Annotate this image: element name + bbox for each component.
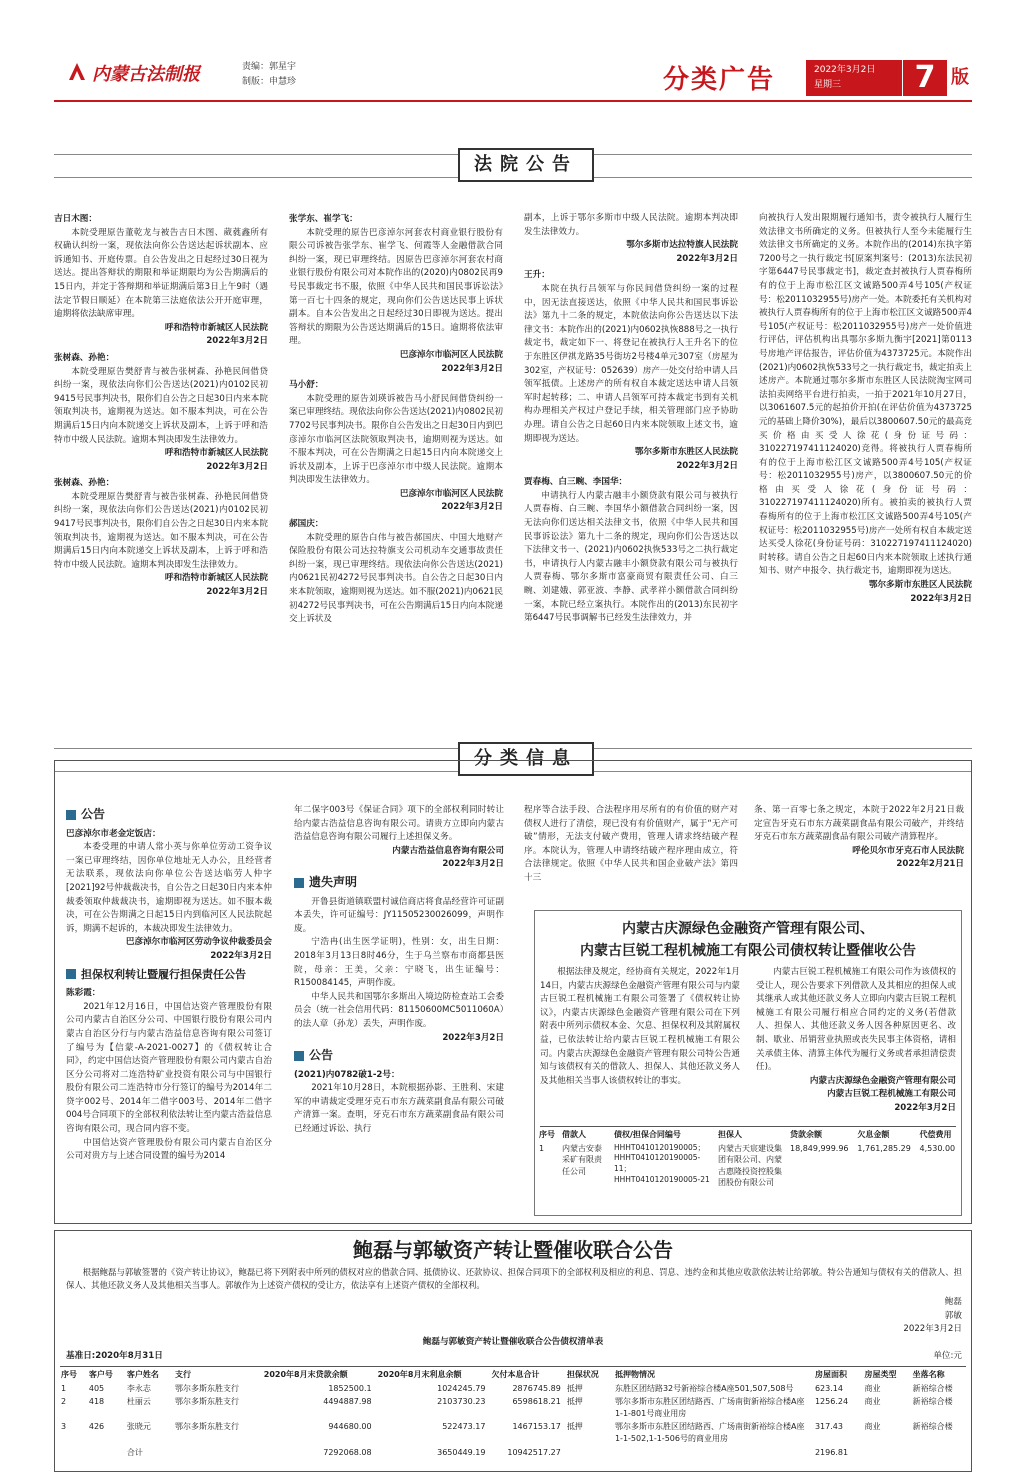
joint-notice-intro xyxy=(66,1266,962,1296)
signature-date: 2022年3月2日 xyxy=(903,1324,962,1335)
notice-body: 中华人民共和国鄂尔多斯出入境边防检查站工会委员会（统一社会信用代码：81150600MC5011060A）的法人章（孙龙）丢失，声明作废。 xyxy=(294,991,504,1029)
notice-date: 2022年3月2日 xyxy=(206,336,268,347)
notice-court: 鄂尔多斯市东胜区人民法院 xyxy=(634,447,738,458)
section-heading-text: 公告 xyxy=(81,807,106,821)
total-cell: 3650449.19 xyxy=(437,1447,486,1457)
notice-body: 2021年12月16日，中国信达资产管理股份有限公司内蒙古自治区分公司、中国银行股份有限公司内蒙古自治区分行与内蒙古浩益信息咨询有限公司签订了编号为【信蒙-A-2021-0027】的《债权转让合同》，约定中国信达资产管理股份有限公司内蒙古自治区分公司将对二连浩特矿业投资有限公司与中国银行股份有限公司二连浩特市分行签订的编号为2014年二贷字002号、2014年二借字003号、2014年二借字004号合同项下的全部权利依法转让至内蒙古浩益信息咨询有限公司，现合同内容不变。 xyxy=(66,1001,272,1135)
notice-body: 本委受理的申请人常小英与你单位劳动工资争议一案已审理终结，因你单位地址无人办公，且经营者无法联系，现依法向你单位公告送达临劳人仲字[2021]92号仲裁裁决书，自公告之日起30日内来本仲裁委领取仲裁裁决书，逾期即视为送达。如不服本裁决，可在公告期满之日起15日内到临河区人民法院起诉，期满不起诉的，本裁决即发生法律效力。 xyxy=(66,842,272,934)
notice-court: 呼伦贝尔市牙克石市人民法院 xyxy=(852,845,964,856)
notice-body: 宁浩冉(出生医学证明)，性别：女，出生日期：2018年3月13日8时46分，生于乌兰察布市商都县医院，母亲：王美，父亲：宁晓飞，出生证编号：R150084145，声明作废。 xyxy=(294,937,504,989)
table-cell: 李永志 xyxy=(126,1383,151,1393)
table-total-row xyxy=(58,1446,968,1460)
table-header: 序号 xyxy=(539,1130,555,1139)
transfer-table-rule xyxy=(540,1126,956,1127)
editor-name: 责编：郭星宇 xyxy=(242,62,297,72)
table-cell: 1 xyxy=(539,1143,545,1153)
table-cell: 鄂尔多斯市东胜区团结路西、广场南街新裕综合楼A座1-1-801号商业用房 xyxy=(614,1397,805,1418)
classified-info-banner: 分类信息 xyxy=(458,742,594,776)
notice-org: 巴彦淖尔市临河区劳动争议仲裁委员会 xyxy=(125,937,272,948)
table-cell: 张晓元 xyxy=(126,1422,151,1432)
transfer-title-line2: 内蒙古巨锐工程机械施工有限公司债权转让暨催收公告 xyxy=(580,943,916,959)
table-header: 客户姓名 xyxy=(126,1370,159,1379)
notice-body: 本院受理原告樊舒青与被告张树森、孙艳民间借贷纠纷一案，现依法向你们公告送达(2021)内0102民初9417号民事判决书，限你们自公告之日起30日内来本院领取判决书，逾期视为送达。如不服本判决，可在公告期满后15日内向本院递交上诉状及副本，上诉于呼和浩特市中级人民法院。逾期本判决即发生法律效力。 xyxy=(54,491,268,570)
section-heading-text: 公告 xyxy=(309,1048,334,1063)
transfer-right-text xyxy=(756,966,956,1124)
table-header: 支行 xyxy=(175,1370,192,1379)
table-cell: 4494887.98 xyxy=(323,1397,372,1407)
total-label: 合计 xyxy=(126,1447,143,1457)
notice-date: 2022年2月21日 xyxy=(896,859,964,870)
table-header: 客户号 xyxy=(88,1370,113,1379)
table-cell: 2 xyxy=(61,1397,67,1407)
table-cell: 1 xyxy=(61,1383,67,1393)
square-bullet-icon xyxy=(66,969,76,979)
transfer-body: 内蒙古巨锐工程机械施工有限公司作为该债权的受让人，现公告要求下列借款人及其相应的担保人或其继承人或其他还款义务人立即向内蒙古巨锐工程机械施工有限公司履行相应合同约定的义务(若借款人、担保人、其他还款义务人因各种原因更名、改制、歇业、吊销营业执照或丧失民事主体资格，请相关承债主体、清算主体代为履行义务或者承担清偿责任)。 xyxy=(756,967,956,1073)
table-cell: 抵押 xyxy=(566,1422,583,1432)
table-cell: 2103730.23 xyxy=(437,1397,486,1407)
table-cell: 405 xyxy=(88,1383,105,1393)
table-cell: 18,849,999.96 xyxy=(789,1143,849,1153)
producer-name: 制版：申慧珍 xyxy=(242,77,297,87)
square-bullet-icon xyxy=(66,810,76,820)
notice-body: 向被执行人发出限期履行通知书，责令被执行人履行生效法律文书所确定的义务。但被执行人至今未能履行生效法律文书所确定的义务。本院作出的(2014)东执字第7200号之一执行裁定书[原案判案号：(2013)东法民初字第6447号民事裁定书]，裁定查封被执行人贾春梅所有的位于上海市松江区文诚路500弄4号105(产权证号：松2011032955号)房产一处。本院委托有关机构对被执行人贾春梅所有的位于上海市松江区文诚路500弄4号105(产权证号：松2011032955号)房产一处价值进行评估，评估机构出具鄂尔多斯九衡宇[2021]第0113号房地产评估报告，评估价值为4373725元。本院作出(2021)内0602执恢533号之一执行裁定书，裁定拍卖上述房产。本院通过鄂尔多斯市东胜区人民法院淘宝网司法拍卖网络平台进行拍卖，一拍于2021年10月27日，以3061607.5元的起拍价开拍(在评估价值为4373725元的基础上降价30%)，最后以3800607.50元的最高竞买价格由买受人徐花(身份证号码：310227197411124020)竞得。将被执行人贾春梅所有的位于上海市松江区文诚路500弄4号105(产权证号：松2011032955号)房产，以3800607.50元的价格由买受人徐花(身份证号码：310227197411124020)所有。被拍卖的被执行人贾春梅所有的位于上海市松江区文诚路500弄4号105(产权证号：松2011032955号)房产一处所有权自本裁定送达买受人徐花(身份证号码：310227197411124020)时转移。请自公告之日起60日内来本院领取上述执行通知书、财产申报令、执行裁定书，逾期即视为送达。 xyxy=(759,213,972,577)
table-cell: 新裕综合楼 xyxy=(912,1397,953,1407)
notice xyxy=(289,518,503,627)
notice-body: 中国信达资产管理股份有限公司内蒙古自治区分公司对贵方与上述合同设置的编号为2014 xyxy=(66,1137,272,1162)
table-header: 借款人 xyxy=(561,1130,586,1139)
table-cell: 杜丽云 xyxy=(126,1397,151,1407)
notice-body: 申请执行人内蒙古融丰小额贷款有限公司与被执行人贾春梅、白三畹、李国华小额借款合同纠纷一案，因无法向你们送达相关法律文书，依照《中华人民共和国民事诉讼法》第九十二条的规定，现向你们公告送达以下法律文书一、(2021)内0602执恢533号之二执行裁定书，申请执行人内蒙古融丰小额贷款有限公司与被执行人贾春梅、鄂尔多斯市富豪商贸有限责任公司、白三畹、刘建娥、郭亚波、李静、武孝祥小额借款合同纠纷一案，本院已经立案执行。本院作出的(2013)东民初字第6447号民事调解书已经发生法律效力，并 xyxy=(524,490,738,624)
transfer-left-text xyxy=(540,966,740,1124)
notice-addressee: 陈彩霞： xyxy=(66,988,101,999)
transfer-org-1: 内蒙古庆源绿色金融资产管理有限公司 xyxy=(809,1075,956,1086)
table-cell: 1467153.17 xyxy=(512,1422,561,1432)
notice-date: 2022年3月2日 xyxy=(206,461,268,472)
table-cell: 商业 xyxy=(864,1397,881,1407)
table-cell: 鄂尔多斯东胜支行 xyxy=(175,1397,240,1407)
page-number: 7 xyxy=(903,60,947,96)
court-column-1 xyxy=(54,212,268,712)
newspaper-logo-icon xyxy=(66,60,88,84)
info-column-3 xyxy=(524,804,738,888)
header-rule xyxy=(54,100,972,102)
section-heading-text: 担保权利转让暨履行担保责任公告 xyxy=(81,967,246,981)
table-cell: 鄂尔多斯东胜支行 xyxy=(175,1383,240,1393)
notice-addressee: 巴彦淖尔市老金定饭店： xyxy=(66,828,161,839)
transfer-table xyxy=(536,1128,960,1190)
table-header: 2020年8月末利息余额 xyxy=(377,1370,462,1379)
notice-body: 本院受理的原告白伟与被告郝国庆、中国大地财产保险股份有限公司达拉特旗支公司机动车交通事故责任纠纷一案，现已审理终结。现依法向你公告送达(2021)内0621民初4272号民事判决书。自公告之日起30日内来本院领取，逾期则视为送达。如不服(2021)内0621民初4272号民事判决书，可在公告期满后15日内向本院递交上诉状及 xyxy=(289,532,503,625)
table-header: 序号 xyxy=(61,1370,77,1379)
table-cell: 新裕综合楼 xyxy=(912,1422,953,1432)
notice-body: 本院受理的原告刘瑛诉被告马小舒民间借贷纠纷一案已审理终结。现依法向你公告送达(2021)内0802民初7702号民事判决书。限你自公告发出之日起30日内到巴彦淖尔市临河区法院领取判决书，逾期则视为送达。如不服本判决，可在公告期满之日起15日内向本院递交上诉状及副本，上诉于巴彦淖尔市中级人民法院。逾期本判决即发生法律效力。 xyxy=(289,393,503,486)
notice-court: 呼和浩特市新城区人民法院 xyxy=(164,322,268,333)
notice xyxy=(759,212,972,606)
date-text: 2022年3月2日 xyxy=(814,65,876,75)
table-cell: 新裕综合楼 xyxy=(912,1383,953,1393)
base-date: 基准日:2020年8月31日 xyxy=(66,1351,163,1361)
claims-table-title: 鲍磊与郭敏资产转让暨催收联合公告债权清单表 xyxy=(422,1337,604,1347)
signatory-2: 郭敏 xyxy=(944,1310,962,1321)
notice-org: 内蒙古浩益信息咨询有限公司 xyxy=(392,845,504,856)
masthead xyxy=(0,0,1024,112)
transfer-title-line1: 内蒙古庆源绿色金融资产管理有限公司、 xyxy=(622,921,874,937)
table-header: 代偿费用 xyxy=(919,1130,952,1139)
table-cell: 317.43 xyxy=(814,1422,843,1432)
newspaper-logo: 内蒙古法制报 xyxy=(92,64,200,85)
table-cell: 1256.24 xyxy=(814,1397,849,1407)
notice xyxy=(54,477,268,599)
court-notices-banner: 法院公告 xyxy=(458,148,594,182)
section-title: 分类广告 xyxy=(663,65,776,95)
square-bullet-icon xyxy=(294,878,304,888)
notice-date: 2022年3月2日 xyxy=(206,587,268,598)
table-row xyxy=(58,1382,968,1396)
notice xyxy=(289,379,503,515)
notice xyxy=(54,352,268,474)
square-bullet-icon xyxy=(294,1051,304,1061)
notice-body: 年二保字003号《保证合同》项下的全部权利同时转让给内蒙古浩益信息咨询有限公司。请贵方立即向内蒙古浩益信息咨询有限公司履行上述担保义务。 xyxy=(294,805,504,843)
notice-addressee: (2021)内0782破1-2号： xyxy=(294,1069,400,1080)
notice-date: 2022年3月2日 xyxy=(441,502,503,513)
table-header: 房屋类型 xyxy=(864,1370,897,1379)
weekday-text: 星期三 xyxy=(814,80,842,90)
notice-court: 呼和浩特市新城区人民法院 xyxy=(164,448,268,459)
signatory-1: 鲍磊 xyxy=(944,1297,962,1307)
table-cell: 内蒙古安泰采矿有限责任公司 xyxy=(561,1143,602,1176)
table-cell: 内蒙古天宸建设集团有限公司、内蒙古惠隆投资控股集团股份有限公司 xyxy=(717,1143,782,1188)
notice-addressee: 张树森、孙艳： xyxy=(54,478,115,489)
table-header: 欠付本息合计 xyxy=(491,1370,540,1379)
notice-date: 2022年3月2日 xyxy=(442,859,504,870)
table-header: 房屋面积 xyxy=(814,1370,847,1379)
table-cell: 1852500.1 xyxy=(328,1383,372,1393)
issue-date xyxy=(806,60,902,96)
editor-credits xyxy=(242,60,296,90)
section-heading xyxy=(294,876,504,890)
notice xyxy=(524,476,738,626)
notice xyxy=(54,213,268,349)
notice-date: 2022年3月2日 xyxy=(210,950,272,961)
page-ban-label: 版 xyxy=(951,67,969,88)
table-cell: 鄂尔多斯东胜支行 xyxy=(175,1422,240,1432)
table-header: 贷款余额 xyxy=(789,1130,822,1139)
joint-notice-signature xyxy=(840,1296,962,1340)
table-cell: 2876745.89 xyxy=(512,1383,561,1393)
court-column-2 xyxy=(289,212,503,712)
table-cell: 4,530.00 xyxy=(919,1143,956,1153)
total-cell: 10942517.27 xyxy=(507,1447,561,1457)
transfer-org-2: 内蒙古巨锐工程机械施工有限公司 xyxy=(827,1089,956,1100)
transfer-notice-title xyxy=(540,918,956,962)
table-cell: 944680.00 xyxy=(328,1422,372,1432)
section-heading xyxy=(66,968,272,982)
section-heading xyxy=(294,1049,504,1063)
table-cell: 鄂尔多斯市东胜区团结路西、广场南街新裕综合楼A座1-1-502,1-1-506号的商业用房 xyxy=(614,1422,805,1443)
court-column-3 xyxy=(524,212,738,712)
notice xyxy=(524,212,738,266)
table-header: 抵押物情况 xyxy=(614,1370,655,1379)
table-cell: 426 xyxy=(88,1422,105,1432)
notice-date: 2022年3月2日 xyxy=(676,460,738,471)
notice-addressee: 贾春梅、白三畹、李国华： xyxy=(524,477,628,488)
info-column-2 xyxy=(294,804,504,1220)
section-heading xyxy=(66,808,272,822)
notice xyxy=(289,213,503,376)
table-cell: 623.14 xyxy=(814,1383,843,1393)
notice-body: 开鲁县街道镇联盟村诚信商店将食品经营许可证副本丢失，许可证编号：JY11505230026099，声明作废。 xyxy=(294,896,504,934)
table-header-row xyxy=(536,1128,960,1142)
table-row xyxy=(58,1420,968,1445)
table-cell: HHHT0410120190005；HHHT0410120190005-11；HHHT0410120190005-21 xyxy=(613,1142,710,1185)
notice-court: 巴彦淖尔市临河区人民法院 xyxy=(399,488,503,499)
table-header: 债权/担保合同编号 xyxy=(613,1130,681,1139)
table-row xyxy=(58,1395,968,1420)
notice-date: 2022年3月2日 xyxy=(676,253,738,264)
section-heading-text: 遗失声明 xyxy=(309,874,358,889)
notice-addressee: 郝国庆： xyxy=(289,519,324,530)
court-column-4 xyxy=(759,212,972,712)
table-header: 担保人 xyxy=(717,1130,742,1139)
table-cell: 商业 xyxy=(864,1383,881,1393)
notice-body: 条、第一百零七条之规定，本院于2022年2月21日裁定宣告牙克石市东方蔬菜副食品有限公司破产，并终结牙克石市东方蔬菜副食品有限公司破产清算程序。 xyxy=(754,805,964,843)
notice-date: 2022年3月2日 xyxy=(441,363,503,374)
notice-addressee: 吉日木图： xyxy=(54,214,97,224)
claims-table-top-rule xyxy=(60,1366,966,1367)
table-cell: 418 xyxy=(88,1397,105,1407)
notice-date: 2022年3月2日 xyxy=(442,1032,504,1043)
notice-court: 巴彦淖尔市临河区人民法院 xyxy=(399,349,503,360)
notice-addressee: 张树森、孙艳： xyxy=(54,352,115,363)
table-cell: 3 xyxy=(61,1422,67,1432)
table-header: 欠息金额 xyxy=(857,1130,890,1139)
table-cell: 1,761,285.29 xyxy=(857,1143,911,1153)
notice-date: 2022年3月2日 xyxy=(910,593,972,604)
total-cell: 2196.81 xyxy=(814,1447,849,1457)
table-cell: 抵押 xyxy=(566,1397,583,1407)
table-cell: 抵押 xyxy=(566,1383,583,1393)
claims-table xyxy=(58,1368,968,1459)
notice-addressee: 马小舒： xyxy=(289,380,324,391)
notice-addressee: 王升： xyxy=(524,270,550,281)
notice-court: 鄂尔多斯市东胜区人民法院 xyxy=(868,580,972,591)
notice-body: 本院受理原告董乾龙与被告吉日木图、葳蕤鑫所有权确认纠纷一案，现依法向你公告送达起诉状副本、应诉通知书、开庭传票。自公告发出之日起经过30日视为送达。提出答辩状的期限和举证期限均为公告期满后的15日内，并定于答辩期和举证期满后第3日上午9时（遇法定节假日顺延）在本院第三法庭依法公开开庭审理，逾期将依法缺席审理。 xyxy=(54,227,268,320)
table-header: 2020年8月末贷款余额 xyxy=(263,1370,348,1379)
table-row xyxy=(536,1142,960,1190)
notice xyxy=(524,269,738,473)
table-header: 担保状况 xyxy=(566,1370,599,1379)
info-column-4 xyxy=(754,804,964,888)
notice-court: 鄂尔多斯市达拉特旗人民法院 xyxy=(626,240,738,251)
notice-body: 副本，上诉于鄂尔多斯市中级人民法院。逾期本判决即发生法律效力。 xyxy=(524,213,738,237)
notice-body: 程序等合法手段、合法程序用尽所有的有价值的财产对债权人进行了清偿，现已没有有价值财产，属于“无产可破”情形，无法支付破产费用，管理人请求终结破产程序。本院认为，管理人申请终结破产程序理由成立，符合法律规定。依照《中华人民共和国企业破产法》第四十三 xyxy=(524,805,738,883)
notice-body: 本院受理原告樊舒青与被告张树森、孙艳民间借贷纠纷一案，现依法向你们公告送达(2021)内0102民初9415号民事判决书，限你们自公告之日起30日内来本院领取判决书，逾期视为送达。如不服本判决，可在公告期满后15日内向本院递交上诉状及副本，上诉于呼和浩特市中级人民法院。逾期本判决即发生法律效力。 xyxy=(54,366,268,445)
notice-body: 2021年10月28日，本院根据孙影、王胜利、宋建军的申请裁定受理牙克石市东方蔬菜副食品有限公司破产清算一案。查明，牙克石市东方蔬菜副食品有限公司已经通过诉讼、执行 xyxy=(294,1083,504,1135)
info-column-1 xyxy=(66,804,272,1220)
transfer-body: 根据法律及规定，经协商有关规定，2022年1月14日，内蒙古庆源绿色金融资产管理有限公司与内蒙古巨锐工程机械施工有限公司签署了《债权转让协议》，内蒙古庆源绿色金融资产管理有限公司在下列附表中所列示债权本金、欠息、担保权利及其附属权益，已依法转让给内蒙古巨锐工程机械施工有限公司。内蒙古庆源绿色金融资产管理有限公司特公告通知与该债权有关的借款人、担保人、其他还款义务人及其他相关当事人该债权转让的事实。 xyxy=(540,967,740,1086)
table-header-row xyxy=(58,1368,968,1382)
joint-notice-title: 鲍磊与郭敏资产转让暨催收联合公告 xyxy=(353,1238,673,1262)
table-cell: 1024245.79 xyxy=(437,1383,486,1393)
table-cell: 522473.17 xyxy=(442,1422,486,1432)
table-cell: 东胜区团结路32号新裕综合楼A座501,507,508号 xyxy=(614,1383,794,1393)
table-cell: 6598618.21 xyxy=(512,1397,561,1407)
table-cell: 商业 xyxy=(864,1422,881,1432)
table-header: 坐落名称 xyxy=(912,1370,945,1379)
joint-notice-body: 根据鲍磊与郭敏签署的《资产转让协议》，鲍磊已将下列附表中所列的债权对应的借款合同、抵债协议、还款协议、担保合同项下的全部权利及相应的利息、罚息、违约金和其他应收款依法转让给郭敏。特公告通知与债权有关的借款人、担保人、其他还款义务人及其他相关当事人。郭敏作为上述资产债权的受让方，依法享有上述资产债权的全部权利。 xyxy=(66,1267,962,1290)
notice-body: 本院在执行吕领军与你民间借贷纠纷一案的过程中，因无法直接送达，依照《中华人民共和国民事诉讼法》第九十二条的规定，本院依法向你公告送达以下法律文书：本院作出的(2021)内0602执恢888号之一执行裁定书，裁定如下一、将登记在被执行人王升名下的位于东胜区伊祺龙路35号街坊2号楼4单元307室（房屋为302室，产权证号：052639）房产一处交付给申请人吕领军抵债。上述房产的所有权自本裁定送达申请人吕领军时起转移；二、申请人吕领军可持本裁定书到有关机构办理相关产权过户登记手续，相关管理部门应予协助办理。请自公告之日起60日内来本院领取上述文书，逾期即视为送达。 xyxy=(524,283,738,444)
notice-body: 本院受理的原告巴彦淖尔河套农村商业银行股份有限公司诉被告张学东、崔学飞、何霞等人金融借款合同纠纷一案，现已审理终结。因原告巴彦淖尔河套农村商业银行股份有限公司对本院作出的(2020)内0802民再9号民事裁定书不服，依照《中华人民共和国民事诉讼法》第一百七十四条的规定，现向你们公告送达民事上诉状副本。自本公告发出之日起经过30日即视为送达。提出答辩状的期限为公告送达期满后的15日。逾期将依法审理。 xyxy=(289,227,503,347)
total-cell: 7292068.08 xyxy=(323,1447,372,1457)
transfer-date: 2022年3月2日 xyxy=(894,1102,956,1113)
unit-label: 单位:元 xyxy=(933,1351,962,1361)
notice-court: 呼和浩特市新城区人民法院 xyxy=(164,573,268,584)
notice-addressee: 张学东、崔学飞： xyxy=(289,214,358,224)
